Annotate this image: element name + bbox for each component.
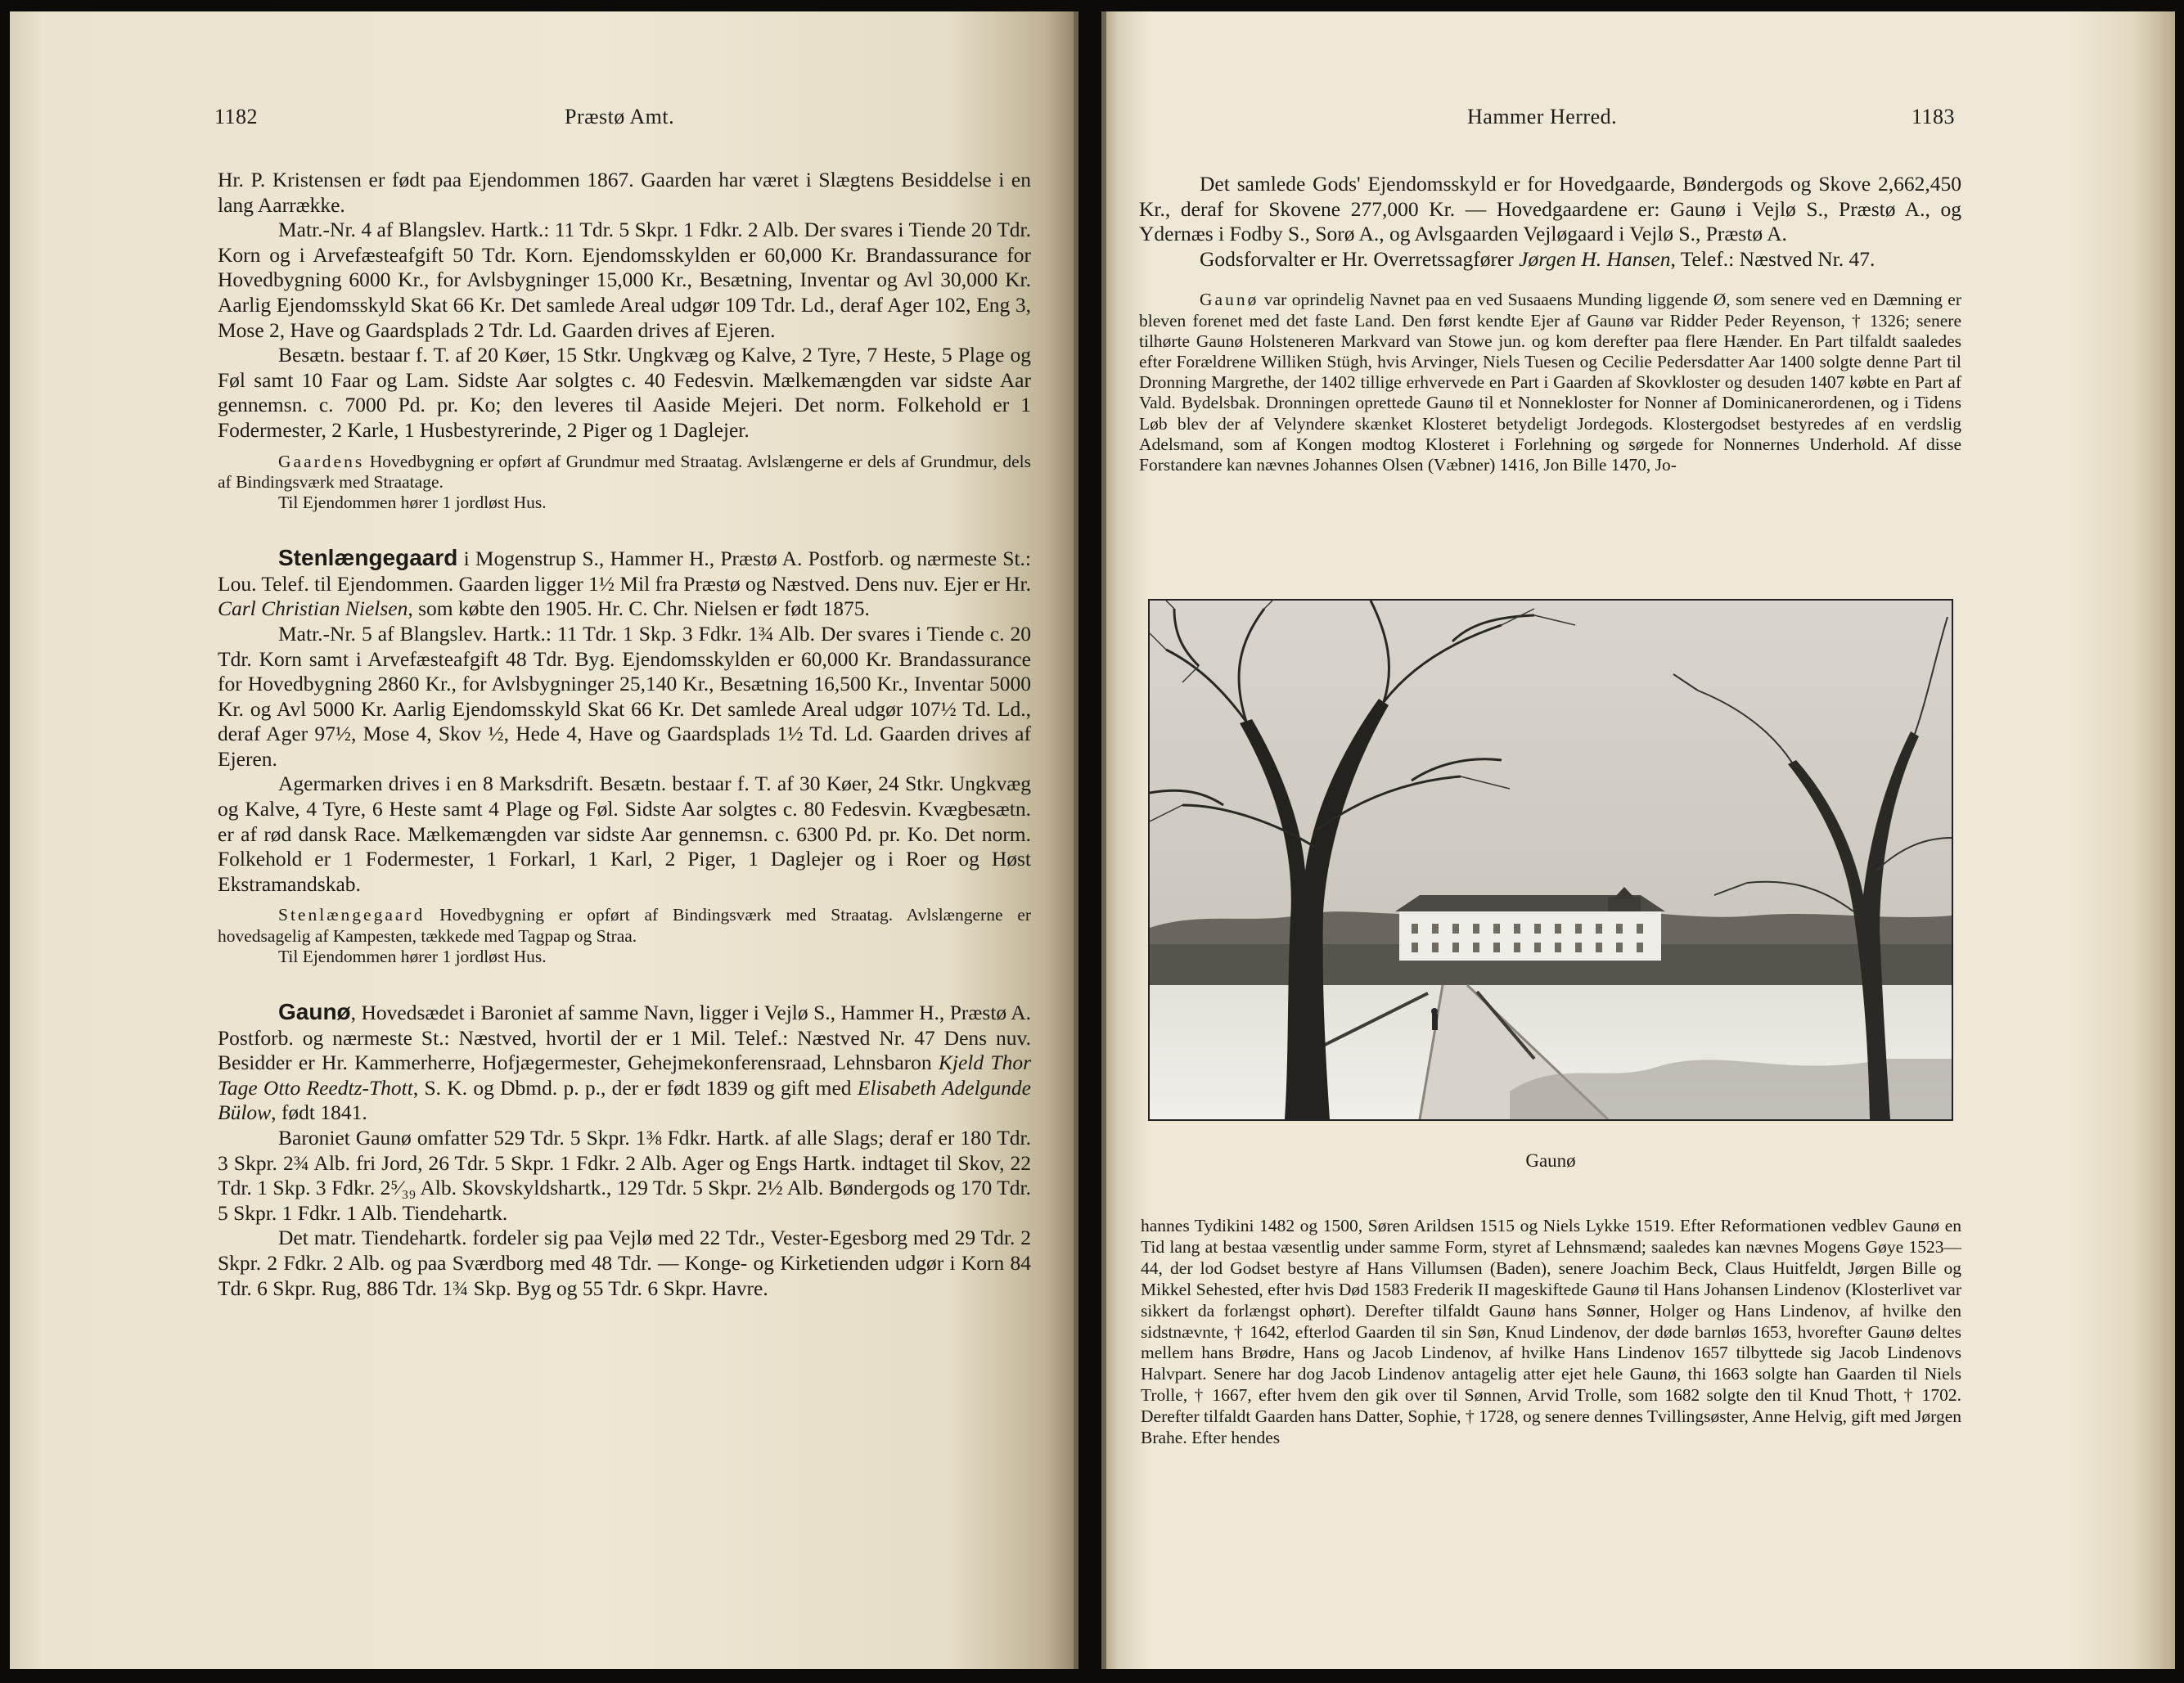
paragraph: [1139, 247, 1961, 272]
paragraph-text: , som købte den 1905. Hr. C. Chr. Nielsen er født 1875.: [408, 596, 870, 621]
right-page-body-bottom: [1141, 1216, 1961, 1449]
paragraph: Matr.-Nr. 4 af Blangslev. Hartk.: 11 Tdr. 5 Skpr. 1 Fdkr. 2 Alb. Der svares i Tiende 20 Tdr. Korn og i Arvefæsteafgift 50 Tdr. Korn. Ejendomsskylden er 60,000 Kr. Brandassurance for Hovedbygning 6000 Kr., for Avlsbygninger 15,000 Kr., Besætning, Inventar og Avl 30,000 Kr. Aarlig Ejendomsskyld Skat 66 Kr. Det samlede Areal udgør 109 Tdr. Ld., deraf Ager 102, Eng 3, Mose 2, Have og Gaardsplads 2 Tdr. Ld. Gaarden drives af Ejeren.: [218, 218, 1031, 342]
photo-caption: Gaunø: [1525, 1150, 1576, 1171]
paragraph-text: Godsforvalter er Hr. Overretssagfører: [1200, 246, 1520, 271]
building-note: [218, 905, 1031, 946]
paragraph-text: , S. K. og Dbmd. p. p., der er født 1839 og gift med: [412, 1075, 858, 1100]
note-lead: Stenlængegaard: [278, 905, 426, 925]
right-page-number: 1183: [1912, 105, 1956, 128]
paragraph: Besætn. bestaar f. T. af 20 Køer, 15 Stkr. Ungkvæg og Kalve, 2 Tyre, 7 Heste, 5 Plage og Føl samt 10 Faar og Lam. Sidste Aar solgtes c. 40 Fedesvin. Mælkemængden var sidste Aar gennemsn. c. 7000 Pd. pr. Ko; den leveres til Aaside Mejeri. Det norm. Folkehold er 1 Fodermester, 2 Karle, 1 Husbestyrerinde, 2 Piger og 1 Daglejer.: [218, 343, 1031, 442]
paragraph: [218, 1000, 1031, 1126]
note-lead: Gaardens: [278, 451, 365, 471]
right-running-title: Hammer Herred.: [1467, 105, 1618, 128]
paragraph: Baroniet Gaunø omfatter 529 Tdr. 5 Skpr. 1⅜ Fdkr. Hartk. af alle Slags; deraf er 180 Tdr. 3 Skpr. 2¾ Alb. fri Jord, 26 Tdr. 5 Skpr. 1 Fdkr. 2 Alb. Ager og Engs Hartk. indtaget til Skov, 22 Tdr. 1 Skp. 3 Fdkr. 2⁵⁄₃₉ Alb. Skovskyldshartk., 129 Tdr. 5 Skpr. 2½ Alb. Bøndergods og 170 Tdr. 5 Skpr. 1 Fdkr. 1 Alb. Tiendehartk.: [218, 1126, 1031, 1225]
history-lead: Gaunø: [1200, 290, 1259, 310]
building-note: [218, 452, 1031, 493]
right-page-body-top: [1139, 172, 1961, 475]
owner-name: Kjeld Thor Tage Otto Reedtz-Thott: [218, 1051, 1031, 1100]
paragraph: [218, 546, 1031, 622]
gauno-photograph: [1148, 599, 1953, 1121]
wife-name: Elisabeth Adelgunde Bülow: [218, 1075, 1031, 1125]
note-text: Hovedbygning er opført af Bindingsværk med Straatag. Avlslængerne er hovedsagelig af Kampesten, tækkede med Tagpap og Straa.: [218, 905, 1031, 946]
note-text: Hovedbygning er opført af Grundmur med Straatag. Avlslængerne er dels af Grundmur, dels af Bindingsværk med Straatage.: [218, 451, 1031, 492]
section-gap: [218, 513, 1031, 546]
estate-heading: Gaunø: [278, 999, 351, 1025]
paragraph-text: , Telef.: Næstved Nr. 47.: [1670, 246, 1876, 271]
paragraph: Hr. P. Kristensen er født paa Ejendommen 1867. Gaarden har været i Slægtens Besiddelse i en lang Aarrække.: [218, 168, 1031, 217]
paragraph-text: i Mogenstrup S., Hammer H., Præstø A. Postforb. og nærmeste St.: Lou. Telef. til Ejendommen. Gaarden ligger 1½ Mil fra Præstø og Næstved. Dens nuv. Ejer er Hr.: [218, 547, 1031, 596]
paragraph: Det matr. Tiendehartk. fordeler sig paa Vejlø med 22 Tdr., Vester-Egesborg med 29 Tdr. 2 Skpr. 2 Fdkr. 2 Alb. og paa Sværdborg med 48 Tdr. — Konge- og Kirketienden udgør i Korn 84 Tdr. 6 Skpr. Rug, 886 Tdr. 1¾ Skp. Byg og 55 Tdr. 6 Skpr. Havre.: [218, 1226, 1031, 1300]
left-running-title: Præstø Amt.: [565, 105, 675, 128]
paragraph-text: , Hovedsædet i Baroniet af samme Navn, ligger i Vejlø S., Hammer H., Præstø A. Postforb. og nærmeste St.: Næstved, hvortil der er 1 Mil. Telef.: Næstved Nr. 47 Dens nuv. Besidder er Hr. Kammerherre, Hofjægermester, Gehejmekonferensraad, Lehnsbaron: [218, 1001, 1031, 1075]
left-page-number: 1182: [214, 105, 259, 128]
history-paragraph: [1139, 290, 1961, 475]
building-note-last: Til Ejendommen hører 1 jordløst Hus.: [278, 492, 547, 512]
building-note-last: Til Ejendommen hører 1 jordløst Hus.: [278, 946, 547, 966]
paragraph: Det samlede Gods' Ejendomsskyld er for Hovedgaarde, Bøndergods og Skove 2,662,450 Kr., deraf for Skovene 277,000 Kr. — Hovedgaardene er: Gaunø i Vejlø S., Præstø A., og Ydernæs i Fodby S., Sorø A., og Avlsgaarden Vejløgaard i Vejlø S., Præstø A.: [1139, 172, 1961, 246]
manager-name: Jørgen H. Hansen: [1519, 246, 1671, 271]
section-gap: [218, 967, 1031, 1000]
spine-shadow: [1074, 11, 1078, 1669]
paragraph: Agermarken drives i en 8 Marksdrift. Besætn. bestaar f. T. af 30 Køer, 24 Stkr. Ungkvæg og Kalve, 4 Tyre, 6 Heste samt 4 Plage og Føl. Sidste Aar solgtes c. 80 Fedesvin. Kvægbesætn. er af rød dansk Race. Mælkemængden var sidste Aar gennemsn. c. 6300 Pd. pr. Ko. Det norm. Folkehold er 1 Fodermester, 1 Forkarl, 1 Karl, 2 Piger, 1 Daglejer og i Roer og Høst Ekstramandskab.: [218, 772, 1031, 896]
left-page-body: [218, 168, 1031, 1301]
paragraph-text: , født 1841.: [271, 1100, 367, 1125]
estate-heading: Stenlængegaard: [278, 545, 458, 571]
paragraph: Matr.-Nr. 5 af Blangslev. Hartk.: 11 Tdr. 1 Skp. 3 Fdkr. 1¾ Alb. Der svares i Tiende c. 20 Tdr. Korn samt i Arvefæsteafgift 48 Tdr. Byg. Ejendomsskylden er 60,000 Kr. Brandassurance for Hovedbygning 2860 Kr., for Avlsbygninger 25,140 Kr., Besætning 16,500 Kr., Inventar 5000 Kr. og Avl 5000 Kr. Aarlig Ejendomsskyld Skat 66 Kr. Det samlede Areal udgør 107½ Td. Ld., deraf Ager 97½, Mose 4, Skov ½, Hede 4, Have og Gaardsplads 1½ Td. Ld. Gaarden drives af Ejeren.: [218, 621, 1031, 771]
spine-shadow: [1101, 11, 1106, 1669]
history-continuation: hannes Tydikini 1482 og 1500, Søren Arildsen 1515 og Niels Lykke 1519. Efter Reformationen vedblev Gaunø en Tid lang at bestaa væsentlig under samme Form, styret af Lehnsmænd; saaledes kan nævnes Mogens Gøye 1523—44, der lod Godset bestyre af Hans Villumsen (Baden), senere Joachim Beck, Claus Huitfeldt, Jørgen Bille og Mikkel Sehested, efter hvis Død 1583 Frederik II mageskiftede Gaunø til Hans Johansen Lindenov (Klosterlivet var sikkert da forlængst ophørt). Derefter tilfaldt Gaunø hans Sønner, Holger og Hans Lindenov, af hvilke den sidstnævnte, † 1642, efterlod Gaarden til sin Søn, Knud Lindenov, der døde barnløs 1653, hvorefter Gaunø deltes mellem hans Brødre, Hans og Jacob Lindenov, af hvilke Hans Lindenov 1657 tilbyttede sig Jacob Lindenovs Halvpart. Senere har dog Jacob Lindenov antagelig atter ejet hele Gaunø, thi 1663 solgte han Gaarden til Niels Trolle, † 1667, efter hvem den gik over til Sønnen, Arvid Trolle, som 1682 solgte den til Knud Thott, † 1702. Derefter tilfaldt Gaarden hans Datter, Sophie, † 1728, og senere dennes Tvillingsøster, Anne Helvig, gift med Jørgen Brahe. Efter hendes: [1141, 1216, 1961, 1448]
history-text: var oprindelig Navnet paa en ved Susaaens Munding liggende Ø, som senere ved en Dæmning er bleven forenet med det faste Land. Den først kendte Ejer af Gaunø var Ridder Peder Reyenson, † 1326; senere tilhørte Gaunø Holsteneren Markvard van Stowe jun. og kom derefter paa flere Hænder. En Part tilfaldt saaledes efter Forældrene Williken Stügh, hvis Arvinger, Niels Tuesen og Cecilie Pedersdatter Aar 1400 solgte denne Part til Dronning Margrethe, der 1402 tillige erhvervede en Part i Gaarden af Skovkloster og desuden 1407 købte en Part af Vald. Bydelsbak. Dronningen oprettede Gaunø til et Nonnekloster for Nonner af Dominicanerordenen, og i Tidens Løb blev der af Velyndere skænket Klosteret betydeligt Jordegods. Klostergodset bestyredes af en verdslig Adelsmand, som af Kongen modtog Klosteret i Forlehning og sørgede for Nonnernes Underhold. Af disse Forstandere kan nævnes Johannes Olsen (Væbner) 1416, Jon Bille 1470, Jo-: [1139, 290, 1961, 475]
owner-name: Carl Christian Nielsen: [218, 596, 408, 621]
